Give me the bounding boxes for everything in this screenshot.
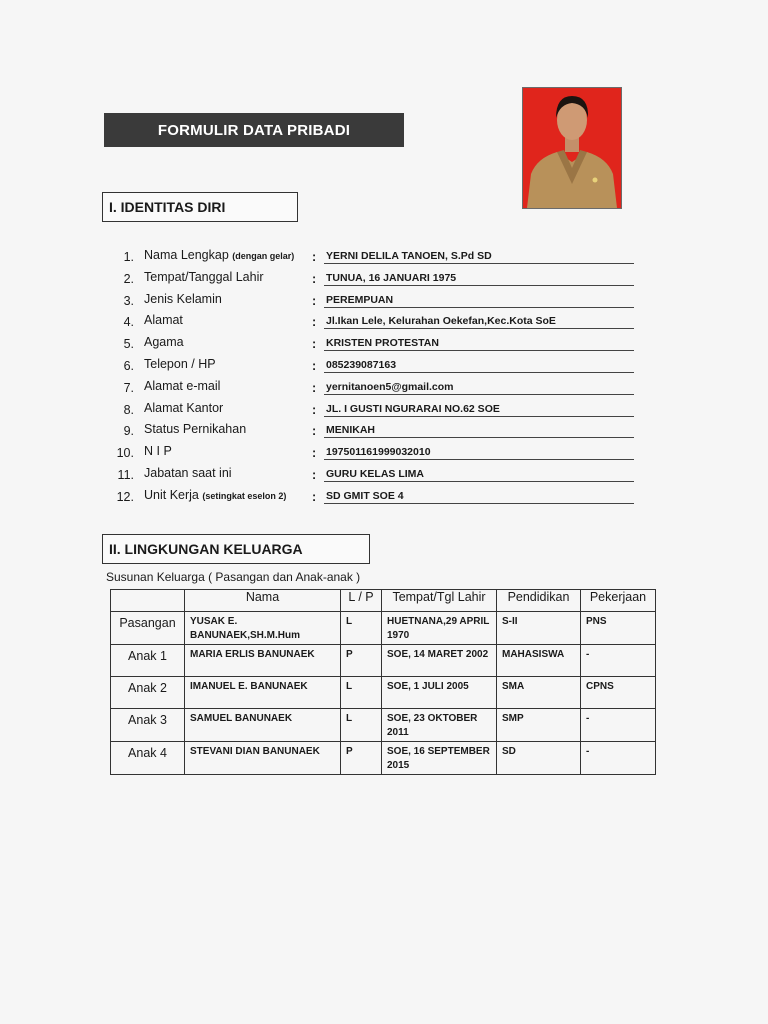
column-header: Pekerjaan [581,590,656,612]
table-cell-name: STEVANI DIAN BANUNAEK [185,742,341,775]
profile-photo-image [523,88,621,208]
table-cell-role: Anak 1 [111,645,185,677]
table-cell-birth: SOE, 23 OKTOBER 2011 [382,709,497,742]
field-value: Jl.Ikan Lele, Kelurahan Oekefan,Kec.Kota SoE [324,315,634,329]
table-cell-role: Anak 2 [111,677,185,709]
field-value: 085239087163 [324,359,634,373]
field-number: 4. [123,315,134,330]
identity-field-row [110,244,640,266]
field-number: 2. [123,271,134,286]
column-header: Tempat/Tgl Lahir [382,590,497,612]
field-label [144,313,183,327]
identity-field-row [110,266,640,288]
field-label [144,488,286,502]
field-colon: : [312,250,317,264]
field-colon: : [312,271,317,286]
section-family-header [102,534,370,564]
table-cell-name: MARIA ERLIS BANUNAEK [185,645,341,677]
field-colon: : [312,358,317,373]
field-label-note: (setingkat eselon 2) [202,490,287,501]
table-cell-sex: P [341,645,382,677]
identity-field-row [110,462,640,484]
field-colon: : [312,315,317,330]
table-row [111,612,656,645]
field-value: GURU KELAS LIMA [324,468,634,482]
field-number: 6. [123,358,134,373]
field-colon: : [312,293,317,308]
identity-field-row [110,331,640,353]
field-colon: : [312,424,317,439]
field-number: 3. [123,293,134,308]
table-cell-name: SAMUEL BANUNAEK [185,709,341,742]
field-number: 7. [123,380,134,395]
table-cell-education: S-II [497,612,581,645]
identity-field-row [110,375,640,397]
table-cell-sex: L [341,612,382,645]
table-cell-education: SMP [497,709,581,742]
field-label [144,422,246,436]
column-header: L / P [341,590,382,612]
field-value: PEREMPUAN [324,294,634,308]
field-value: KRISTEN PROTESTAN [324,337,634,351]
table-row [111,677,656,709]
field-value: JL. I GUSTI NGURARAI NO.62 SOE [324,403,634,417]
field-colon: : [312,489,317,504]
field-label-text: N I P [144,444,172,459]
form-title [104,113,404,147]
family-table [110,589,656,775]
identity-fields [110,244,640,506]
field-number: 9. [123,424,134,439]
field-label-text: Jabatan saat ini [144,465,232,480]
field-label [144,401,223,415]
field-value: YERNI DELILA TANOEN, S.Pd SD [324,250,634,264]
table-cell-name: YUSAK E. BANUNAEK,SH.M.Hum [185,612,341,645]
family-subtitle: Susunan Keluarga ( Pasangan dan Anak-anak ) [106,570,361,584]
identity-field-row [110,484,640,506]
identity-field-row [110,309,640,331]
table-cell-education: MAHASISWA [497,645,581,677]
field-label-text: Agama [144,335,184,350]
field-colon: : [312,380,317,395]
field-label-text: Alamat Kantor [144,400,224,415]
field-label [144,335,184,349]
field-label [144,270,264,284]
table-cell-education: SMA [497,677,581,709]
identity-field-row [110,418,640,440]
table-cell-sex: P [341,742,382,775]
field-label-text: Tempat/Tanggal Lahir [144,269,264,284]
table-cell-birth: SOE, 1 JULI 2005 [382,677,497,709]
field-label-text: Jenis Kelamin [144,291,222,306]
table-cell-job: - [581,709,656,742]
section-identity-title: I. IDENTITAS DIRI [109,199,226,215]
field-value: yernitanoen5@gmail.com [324,381,634,395]
field-label-text: Alamat e-mail [144,378,221,393]
table-cell-birth: SOE, 14 MARET 2002 [382,645,497,677]
field-colon: : [312,467,317,482]
table-cell-job: - [581,645,656,677]
section-identity-header [102,192,298,222]
field-label [144,379,220,393]
field-label [144,444,172,458]
table-cell-role: Anak 4 [111,742,185,775]
table-cell-role: Pasangan [111,612,185,645]
table-row [111,645,656,677]
field-number: 11. [117,467,134,482]
field-label-text: Telepon / HP [144,356,216,371]
table-cell-sex: L [341,709,382,742]
field-value: MENIKAH [324,424,634,438]
field-label-text: Status Pernikahan [144,422,247,437]
identity-field-row [110,353,640,375]
field-number: 10. [116,446,134,461]
identity-field-row [110,397,640,419]
table-row [111,709,656,742]
column-header [111,590,185,612]
field-label-text: Unit Kerja [144,487,199,502]
table-cell-job: - [581,742,656,775]
field-value: TUNUA, 16 JANUARI 1975 [324,272,634,286]
field-label-text: Alamat [144,313,183,328]
field-colon: : [312,402,317,417]
profile-photo [522,87,622,209]
field-label [144,357,216,371]
section-family-title: II. LINGKUNGAN KELUARGA [109,541,303,557]
field-value: SD GMIT SOE 4 [324,490,634,504]
table-cell-birth: SOE, 16 SEPTEMBER 2015 [382,742,497,775]
field-value: 197501161999032010 [324,446,634,460]
table-row [111,742,656,775]
column-header: Nama [185,590,341,612]
table-cell-education: SD [497,742,581,775]
field-colon: : [312,446,317,461]
form-title-text: FORMULIR DATA PRIBADI [157,121,351,139]
field-number: 12. [116,489,134,504]
identity-field-row [110,288,640,310]
field-colon: : [312,337,317,352]
identity-field-row [110,440,640,462]
field-label-text: Nama Lengkap [144,248,229,262]
table-cell-birth: HUETNANA,29 APRIL 1970 [382,612,497,645]
table-cell-job: PNS [581,612,656,645]
field-label-note: (dengan gelar) [232,251,295,261]
table-cell-sex: L [341,677,382,709]
field-label [144,248,294,262]
field-label [144,292,222,306]
field-label [144,466,232,480]
field-number: 1. [123,250,134,264]
table-cell-role: Anak 3 [111,709,185,742]
field-number: 5. [123,337,134,352]
column-header: Pendidikan [497,590,581,612]
table-cell-name: IMANUEL E. BANUNAEK [185,677,341,709]
field-number: 8. [123,402,134,417]
table-header-row [111,590,656,612]
table-cell-job: CPNS [581,677,656,709]
